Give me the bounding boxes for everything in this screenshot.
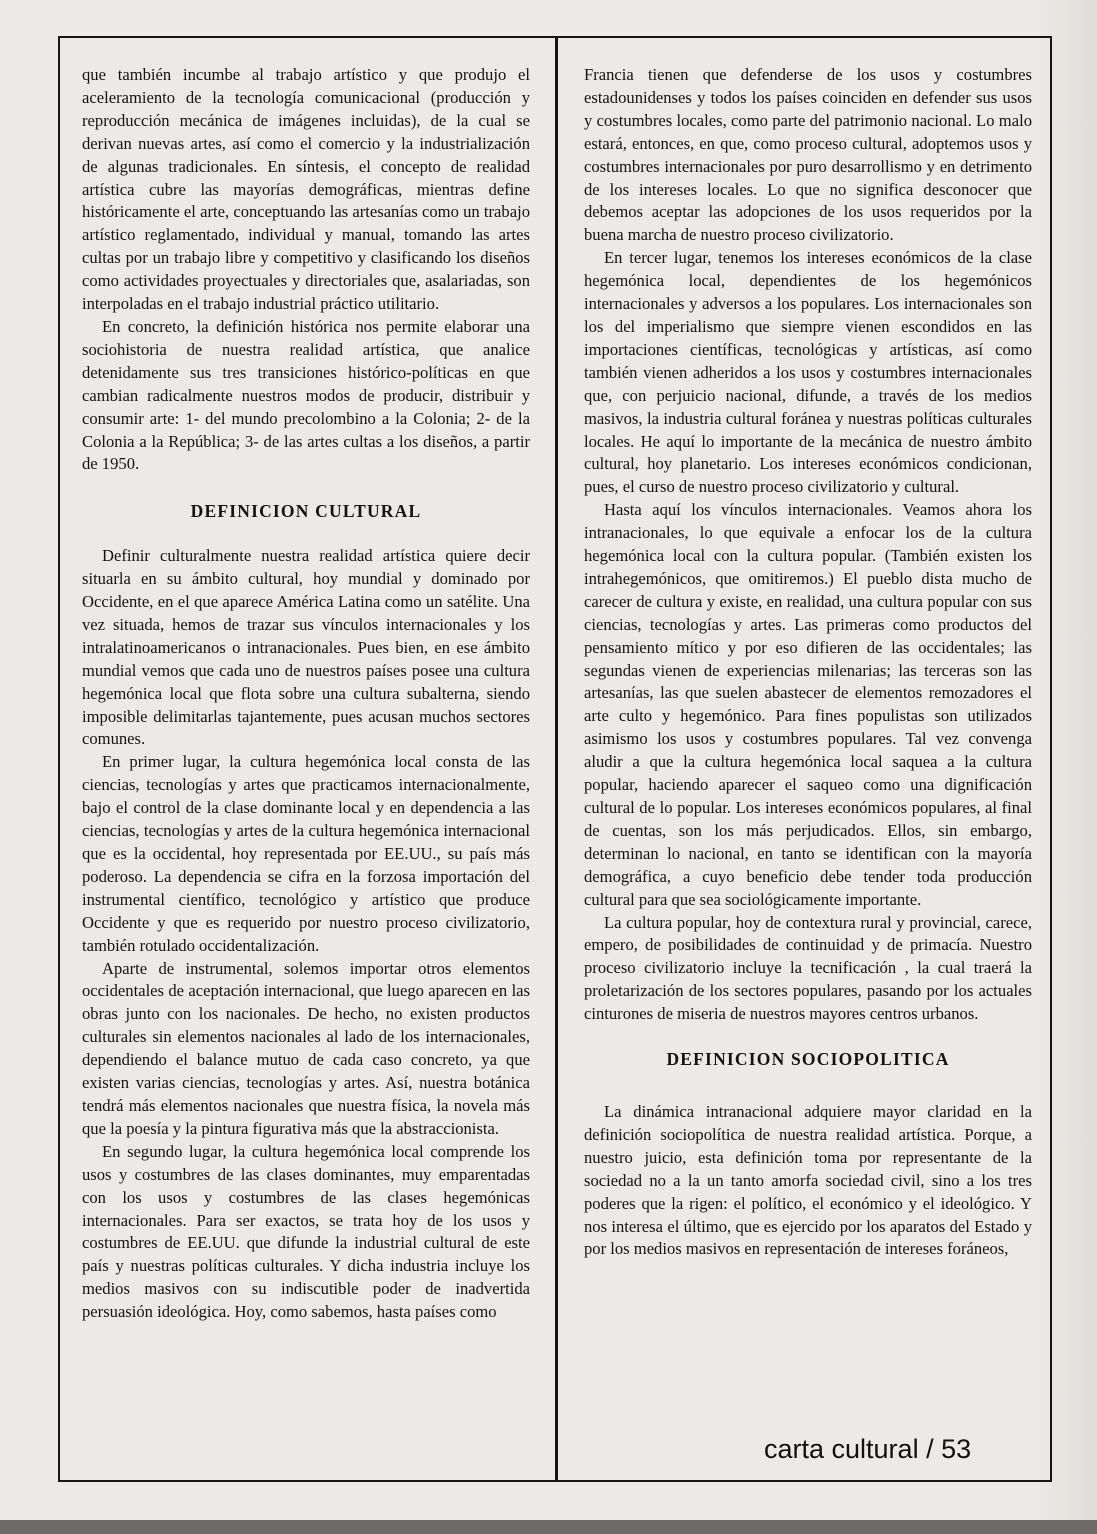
paragraph: Francia tienen que defenderse de los usos y costumbres estadounidenses y todos los países coinciden en defender sus usos y costumbres locales, como parte del patrimonio nacional. Lo malo estará, entonces, en que, como proceso cultural, adoptemos usos y costumbres internacionales por puro desarrollismo y en detrimento de los intereses locales. Lo que no significa desconocer que debemos aceptar las adopciones de los usos requeridos por la buena marcha de nuestro proceso civilizatorio.	[584, 65, 1032, 245]
paragraph: En primer lugar, la cultura hegemónica local consta de las ciencias, tecnologías y artes que practicamos internacionalmente, bajo el control de la clase dominante local y en dependencia a las ciencias, tecnologías y artes de la cultura hegemónica internacional que es la occidental, hoy representada por EE.UU., su país más poderoso. La dependencia se cifra en la forzosa importación del instrumental científico, tecnológico y artístico que produce Occidente y que es requerido por nuestro proceso civilizatorio, también rotulado occidentalización.	[82, 752, 530, 955]
scan-bottom-edge	[0, 1520, 1097, 1534]
paragraph: La dinámica intranacional adquiere mayor claridad en la definición sociopolítica de nuestra realidad artística. Porque, a nuestro juicio, esta definición toma por representante de la sociedad no a la un tanto amorfa sociedad civil, sino a los tres poderes que la rigen: el político, el económico y el ideológico. Y nos interesa el último, que es ejercido por los aparatos del Estado y por los medios masivos en representación de intereses foráneos,	[584, 1101, 1032, 1259]
section-heading-cultural: DEFINICION CULTURAL	[190, 501, 422, 522]
paragraph: Aparte de instrumental, solemos importar otros elementos occidentales de aceptación internacional, que luego aparecen en las obras junto con los nacionales. De hecho, no existen productos culturales sin elementos nacionales al lado de los internacionales, dependiendo el balance mutuo de cada caso concreto, ya que existen varias ciencias, tecnologías y artes. Así, nuestra botánica tendrá más elementos nacionales que nuestra física, la novela más que la poesía y la pintura figurativa más que la abstraccionista.	[82, 958, 530, 1138]
paragraph: En tercer lugar, tenemos los intereses económicos de la clase hegemónica local, dependientes de los hegemónicos internacionales y adversos a los populares. Los internacionales son los del imperialismo que siempre vienen escondidos en las importaciones científicas, tecnológicas y artísticas, así como también vienen adheridos a los usos y costumbres internacionales que, con perjuicio nacional, difunde, a través de los medios masivos, la industria cultural foránea y nuestras políticas culturales locales. He aquí lo importante de la mecánica de nuestro ámbito cultural, hoy planetario. Los intereses económicos condicionan, pues, el curso de nuestro proceso civilizatorio y cultural.	[584, 248, 1032, 497]
paragraph: que también incumbe al trabajo artístico y que produjo el aceleramiento de la tecnología comunicacional (producción y reproducción mecánica de imágenes incluidas), de la cual se derivan nuevas artes, así como el comercio y la industrialización de algunas tradicionales. En síntesis, el concepto de realidad artística cubre las mayorías demográficas, mientras define históricamente el arte, conceptuando las artesanías como un trabajo artístico reglamentado, individual y manual, tomando las artes cultas por un trabajo libre y competitivo y clasificando los diseños como actividades proyectuales y directoriales que, asalariadas, son interpoladas en el trabajo industrial práctico utilitario.	[82, 65, 530, 314]
right-column	[584, 64, 1032, 1261]
paragraph: Definir culturalmente nuestra realidad artística quiere decir situarla en su ámbito cultural, hoy mundial y dominado por Occidente, en el que aparece América Latina como un satélite. Una vez situada, hemos de trazar sus vínculos internacionales y los intralatinoamericanos o intranacionales. Pues bien, en ese ámbito mundial vemos que cada uno de nuestros países posee una cultura hegemónica local que flota sobre una cultura subalterna, siendo imposible delimitarlas tajantemente, pues acusan muchos sectores comunes.	[82, 546, 530, 749]
column-divider	[555, 36, 558, 1482]
paragraph: En concreto, la definición histórica nos permite elaborar una sociohistoria de nuestra realidad artística, que analice detenidamente sus tres transiciones histórico-políticas en que cambian radicalmente nuestros modos de producir, distribuir y consumir arte: 1- del mundo precolombino a la Colonia; 2- de la Colonia a la República; 3- de las artes cultas a los diseños, a partir de 1950.	[82, 316, 530, 474]
paragraph: En segundo lugar, la cultura hegemónica local comprende los usos y costumbres de las clases dominantes, muy emparentadas con los usos y costumbres de las clases hegemónicas internacionales. Para ser exactos, se trata hoy de los usos y costumbres de EE.UU. que difunde la industrial cultural de este país y nuestras políticas culturales. Y dicha industria incluye los medios masivos con su indiscutible poder de inadvertida persuasión ideológica. Hoy, como sabemos, hasta países como	[82, 1141, 530, 1322]
publication-footer: carta cultural / 53	[764, 1434, 972, 1464]
section-heading-sociopolitica: DEFINICION SOCIOPOLITICA	[666, 1049, 950, 1070]
left-column	[82, 64, 530, 1324]
paragraph: Hasta aquí los vínculos internacionales. Veamos ahora los intranacionales, lo que equivale a enfocar los de la cultura hegemónica local con la cultura popular. (También existen los intrahegemónicos, que omitiremos.) El pueblo dista mucho de carecer de cultura y existe, en realidad, una cultura popular con sus ciencias, tecnologías y artes. Las primeras como productos del pensamiento mítico y por eso difieren de las occidentales; las segundas vienen de experiencias milenarias; las terceras son las artesanías, las que suelen abastecer de elementos remozadores el arte culto y hegemónico. Para fines populistas son utilizados asimismo los usos y costumbres populares. Tal vez convenga aludir a que la cultura hegemónica local saquea a la cultura popular, haciendo aparecer el saqueo como una dignificación cultural de lo popular. Los intereses económicos populares, al final de cuentas, son los más perjudicados. Ellos, sin embargo, determinan lo nacional, en tanto se identifican con la mayoría demográfica, a cuyo beneficio debe tender toda producción cultural para que sea sociológicamente importante.	[584, 500, 1032, 909]
paragraph: La cultura popular, hoy de contextura rural y provincial, carece, empero, de posibilidades de continuidad y de primacía. Nuestro proceso civilizatorio incluye la tecnificación , la cual traerá la proletarización de los sectores populares, pasando por los actuales cinturones de miseria de nuestros mayores centros urbanos.	[584, 912, 1032, 1024]
